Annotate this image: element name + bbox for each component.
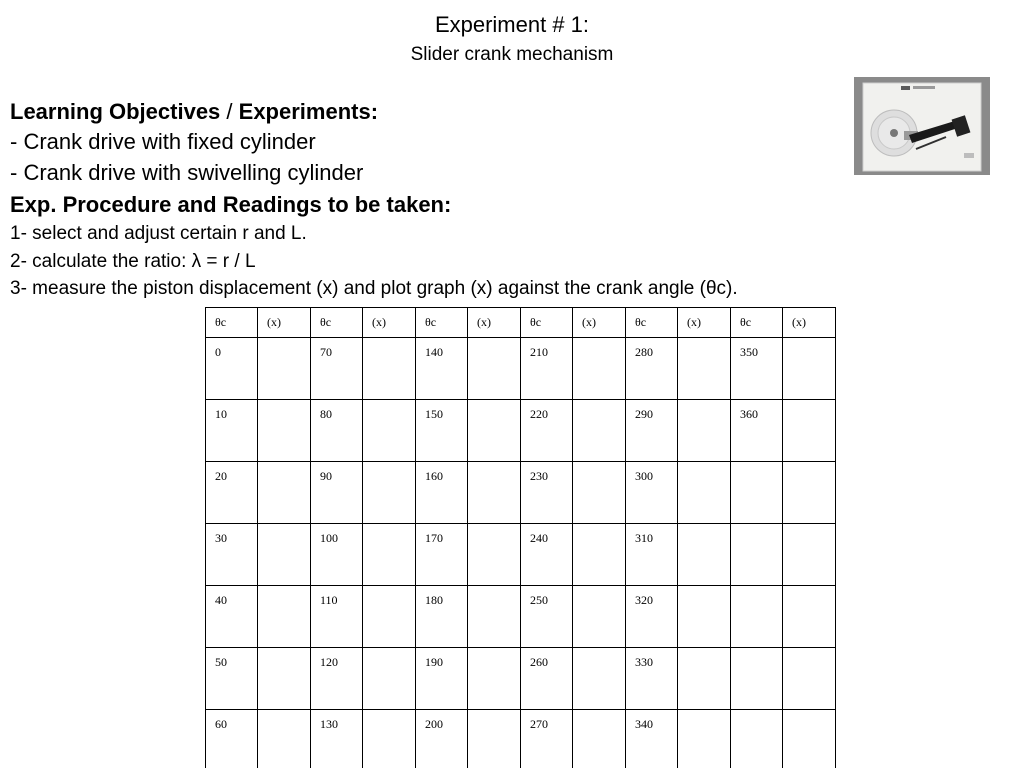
angle-cell: 140: [416, 338, 468, 400]
angle-cell: 170: [416, 524, 468, 586]
angle-cell: 280: [626, 338, 678, 400]
displacement-cell: [678, 710, 731, 768]
slider-crank-apparatus-photo: [854, 77, 990, 175]
displacement-cell: [678, 462, 731, 524]
table-row: [206, 338, 836, 400]
angle-cell: 130: [311, 710, 363, 768]
table-row: [206, 586, 836, 648]
table-row: [206, 648, 836, 710]
displacement-cell: [363, 338, 416, 400]
header-cell-x: (x): [783, 308, 836, 338]
displacement-cell: [573, 400, 626, 462]
header-cell-theta: θc: [626, 308, 678, 338]
displacement-cell: [783, 710, 836, 768]
angle-cell: 160: [416, 462, 468, 524]
displacement-cell: [678, 400, 731, 462]
objectives-heading: [10, 99, 378, 125]
angle-cell: 340: [626, 710, 678, 768]
procedure-step: 1- select and adjust certain r and L.: [10, 223, 307, 244]
angle-cell: 360: [731, 400, 783, 462]
angle-cell: 190: [416, 648, 468, 710]
procedure-heading: Exp. Procedure and Readings to be taken:: [10, 192, 452, 217]
angle-cell: [731, 586, 783, 648]
objectives-heading-separator: /: [220, 99, 239, 124]
displacement-cell: [573, 710, 626, 768]
angle-cell: 100: [311, 524, 363, 586]
angle-cell: [731, 524, 783, 586]
displacement-cell: [258, 524, 311, 586]
angle-cell: 110: [311, 586, 363, 648]
header-cell-x: (x): [363, 308, 416, 338]
displacement-cell: [678, 338, 731, 400]
displacement-cell: [363, 710, 416, 768]
angle-cell: 90: [311, 462, 363, 524]
header-cell-x: (x): [468, 308, 521, 338]
displacement-cell: [783, 648, 836, 710]
angle-cell: 230: [521, 462, 573, 524]
angle-cell: 20: [206, 462, 258, 524]
displacement-cell: [783, 524, 836, 586]
displacement-cell: [573, 648, 626, 710]
angle-cell: 260: [521, 648, 573, 710]
header-cell-theta: θc: [731, 308, 783, 338]
angle-cell: 250: [521, 586, 573, 648]
table-row: [206, 462, 836, 524]
angle-cell: 120: [311, 648, 363, 710]
angle-cell: 220: [521, 400, 573, 462]
angle-cell: 80: [311, 400, 363, 462]
procedure-step: 3- measure the piston displacement (x) and plot graph (x) against the crank angle (θc).: [10, 278, 738, 299]
displacement-cell: [678, 586, 731, 648]
objectives-heading-part2: Experiments:: [238, 99, 379, 124]
angle-cell: 320: [626, 586, 678, 648]
angle-cell: 300: [626, 462, 678, 524]
displacement-cell: [468, 524, 521, 586]
readings-table: [205, 307, 836, 768]
table-row: [206, 524, 836, 586]
angle-cell: 70: [311, 338, 363, 400]
angle-cell: 350: [731, 338, 783, 400]
displacement-cell: [363, 524, 416, 586]
angle-cell: 210: [521, 338, 573, 400]
displacement-cell: [258, 648, 311, 710]
displacement-cell: [678, 648, 731, 710]
page-subtitle: Slider crank mechanism: [410, 44, 614, 65]
displacement-cell: [468, 648, 521, 710]
displacement-cell: [258, 462, 311, 524]
angle-cell: 180: [416, 586, 468, 648]
displacement-cell: [573, 586, 626, 648]
table-row: [206, 400, 836, 462]
page-title: Experiment # 1:: [434, 12, 590, 37]
angle-cell: 200: [416, 710, 468, 768]
displacement-cell: [258, 710, 311, 768]
header-cell-theta: θc: [311, 308, 363, 338]
displacement-cell: [363, 462, 416, 524]
displacement-cell: [468, 462, 521, 524]
header-cell-x: (x): [678, 308, 731, 338]
displacement-cell: [783, 338, 836, 400]
displacement-cell: [573, 524, 626, 586]
displacement-cell: [363, 586, 416, 648]
objective-item: - Crank drive with swivelling cylinder: [10, 160, 364, 185]
angle-cell: 240: [521, 524, 573, 586]
displacement-cell: [363, 648, 416, 710]
angle-cell: 60: [206, 710, 258, 768]
angle-cell: 270: [521, 710, 573, 768]
displacement-cell: [468, 338, 521, 400]
displacement-cell: [783, 400, 836, 462]
angle-cell: 0: [206, 338, 258, 400]
objective-item: - Crank drive with fixed cylinder: [10, 129, 316, 154]
apparatus-illustration: [854, 77, 990, 175]
displacement-cell: [783, 586, 836, 648]
displacement-cell: [783, 462, 836, 524]
angle-cell: 310: [626, 524, 678, 586]
header-cell-theta: θc: [521, 308, 573, 338]
displacement-cell: [363, 400, 416, 462]
displacement-cell: [468, 586, 521, 648]
angle-cell: 30: [206, 524, 258, 586]
angle-cell: [731, 710, 783, 768]
angle-cell: [731, 462, 783, 524]
angle-cell: 330: [626, 648, 678, 710]
angle-cell: 150: [416, 400, 468, 462]
angle-cell: 290: [626, 400, 678, 462]
objectives-heading-part1: Learning Objectives: [10, 99, 221, 124]
displacement-cell: [468, 710, 521, 768]
angle-cell: 40: [206, 586, 258, 648]
displacement-cell: [678, 524, 731, 586]
displacement-cell: [258, 400, 311, 462]
header-cell-x: (x): [258, 308, 311, 338]
displacement-cell: [258, 338, 311, 400]
displacement-cell: [573, 462, 626, 524]
displacement-cell: [258, 586, 311, 648]
angle-cell: 10: [206, 400, 258, 462]
table-header-row: [206, 308, 836, 338]
displacement-cell: [573, 338, 626, 400]
table-row: [206, 710, 836, 768]
procedure-step: 2- calculate the ratio: λ = r / L: [10, 251, 256, 272]
header-cell-theta: θc: [206, 308, 258, 338]
angle-cell: [731, 648, 783, 710]
header-cell-theta: θc: [416, 308, 468, 338]
angle-cell: 50: [206, 648, 258, 710]
header-cell-x: (x): [573, 308, 626, 338]
displacement-cell: [468, 400, 521, 462]
